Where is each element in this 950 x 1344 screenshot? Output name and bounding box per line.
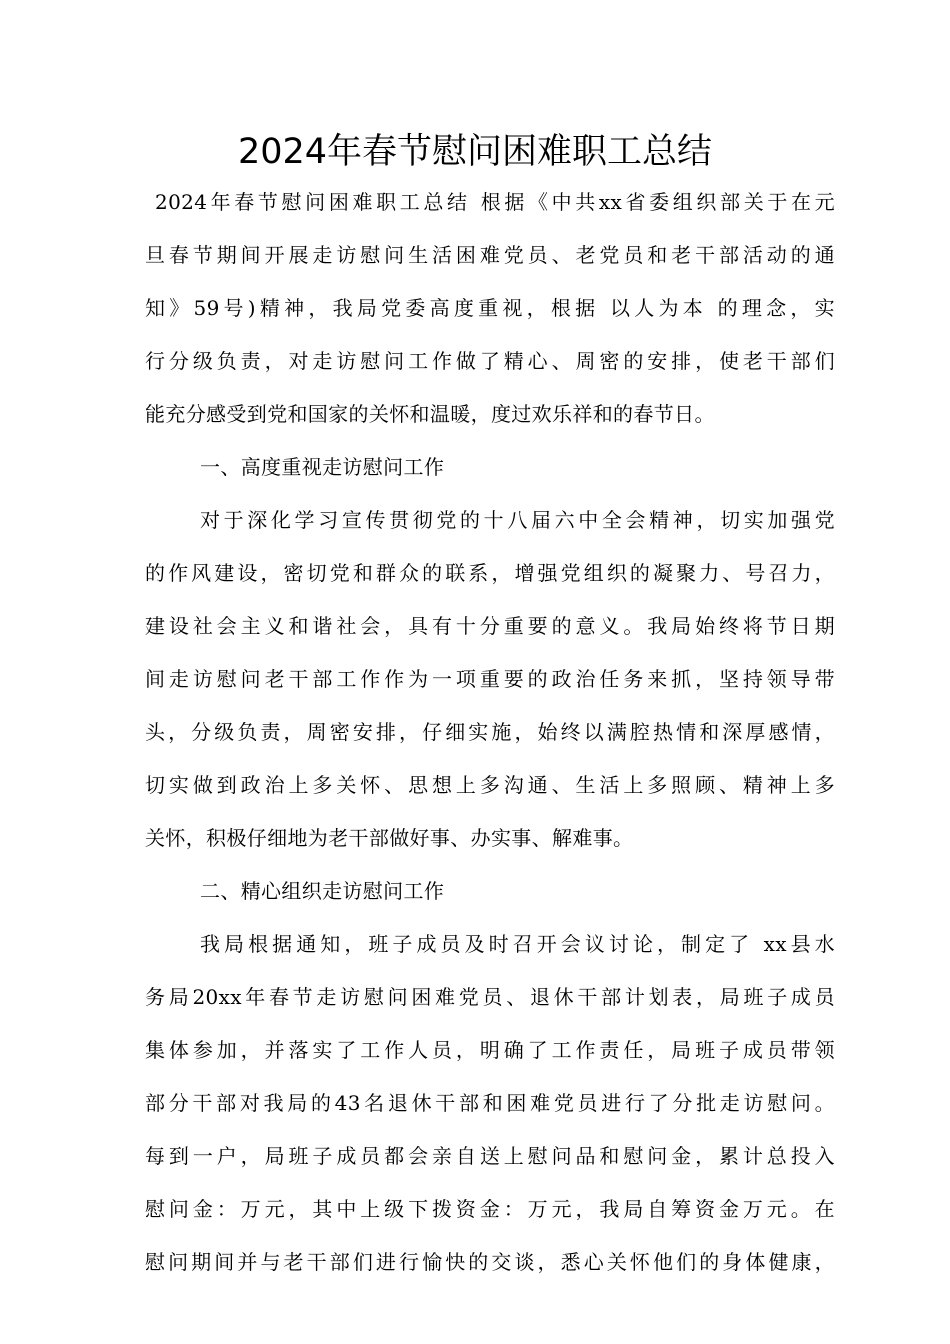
paragraph-line: 慰问金：万元，其中上级下拨资金：万元，我局自筹资金万元。在 [145, 1197, 835, 1221]
paragraph-line: 知》59号)精神，我局党委高度重视，根据 以人为本 的理念，实 [145, 296, 835, 320]
paragraph-line: 集体参加，并落实了工作人员，明确了工作责任，局班子成员带领 [145, 1038, 835, 1062]
section-heading: 一、高度重视走访慰问工作 [200, 455, 445, 479]
paragraph-line: 间走访慰问老干部工作作为一项重要的政治任务来抓，坚持领导带 [145, 667, 835, 691]
paragraph-line: 能充分感受到党和国家的关怀和温暖，度过欢乐祥和的春节日。 [145, 402, 715, 426]
section-heading: 二、精心组织走访慰问工作 [200, 879, 445, 903]
paragraph-line: 行分级负责，对走访慰问工作做了精心、周密的安排，使老干部们 [145, 349, 835, 373]
paragraph-line: 务局20xx年春节走访慰问困难党员、退休干部计划表，局班子成员 [145, 985, 835, 1009]
paragraph-line: 关怀，积极仔细地为老干部做好事、办实事、解难事。 [145, 826, 634, 850]
paragraph-line: 的作风建设，密切党和群众的联系，增强党组织的凝聚力、号召力， [145, 561, 835, 585]
paragraph-line: 部分干部对我局的43名退休干部和困难党员进行了分批走访慰问。 [145, 1091, 835, 1115]
paragraph-line: 我局根据通知，班子成员及时召开会议讨论，制定了 xx县水 [200, 932, 835, 956]
paragraph-line: 建设社会主义和谐社会，具有十分重要的意义。我局始终将节日期 [145, 614, 835, 638]
paragraph-line: 对于深化学习宣传贯彻党的十八届六中全会精神，切实加强党 [200, 508, 835, 532]
paragraph-line: 每到一户，局班子成员都会亲自送上慰问品和慰问金，累计总投入 [145, 1144, 835, 1168]
paragraph-line: 2024年春节慰问困难职工总结 根据《中共xx省委组织部关于在元 [155, 190, 835, 214]
document-title: 2024年春节慰问困难职工总结 [237, 132, 713, 172]
paragraph-line: 切实做到政治上多关怀、思想上多沟通、生活上多照顾、精神上多 [145, 773, 835, 797]
paragraph-line: 旦春节期间开展走访慰问生活困难党员、老党员和老干部活动的通 [145, 243, 835, 267]
paragraph-line: 头，分级负责，周密安排，仔细实施，始终以满腔热情和深厚感情， [145, 720, 835, 744]
paragraph-line: 慰问期间并与老干部们进行愉快的交谈，悉心关怀他们的身体健康， [145, 1250, 835, 1274]
